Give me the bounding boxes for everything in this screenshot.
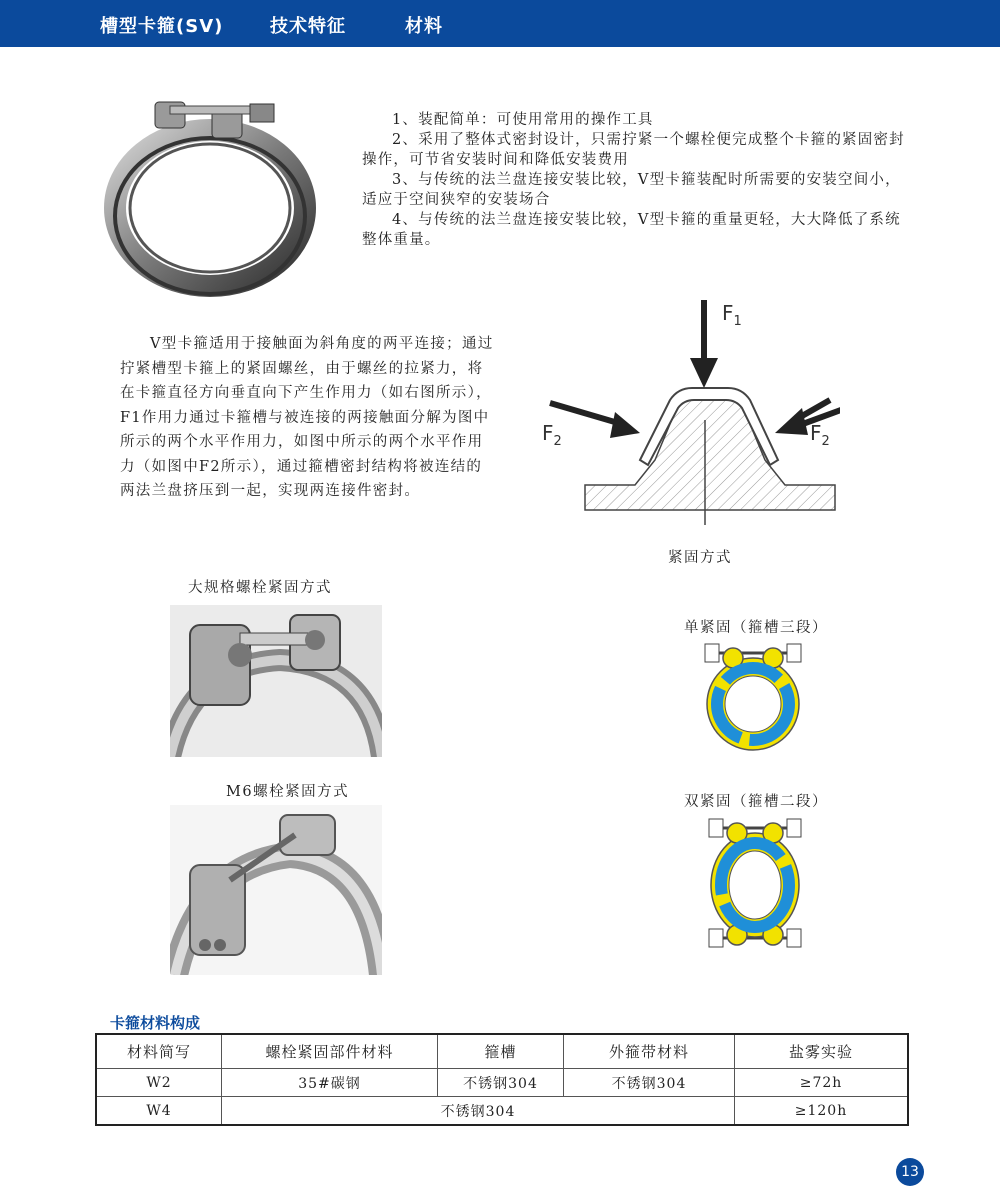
header-title: 槽型卡箍(SV) [100, 16, 224, 37]
description-paragraph: V型卡箍适用于接触面为斜角度的两平连接；通过拧紧槽型卡箍上的紧固螺丝，由于螺丝的拉紧力，将在卡箍直径方向垂直向下产生作用力（如右图所示），F1作用力通过卡箍槽与被连接的两接触面分解为图中所示的两个水平作用力，如图中所示的两个水平作用力（如图中F2所示），通过箍槽密封结构将被连结的两法兰盘挤压到一起，实现两连接件密封。 [120, 336, 494, 499]
f1-subscript: 1 [733, 314, 742, 329]
table-row [96, 1069, 908, 1097]
materials-title: 卡箍材料构成 [110, 1014, 201, 1032]
table-header-cell: 螺栓紧固部件材料 [222, 1034, 438, 1069]
header-bar [0, 0, 1000, 47]
v-clamp-image [100, 88, 320, 303]
table-row [96, 1097, 908, 1126]
table-cell: ≥72h [735, 1069, 909, 1097]
force-diagram [530, 290, 840, 530]
table-cell: 不锈钢304 [438, 1069, 564, 1097]
table-header-cell: 箍槽 [438, 1034, 564, 1069]
f2-left-subscript: 2 [553, 434, 562, 449]
single-fastening-label: 单紧固（箍槽三段） [684, 620, 828, 636]
table-cell: W2 [96, 1069, 222, 1097]
table-cell: ≥120h [735, 1097, 909, 1126]
table-header-cell: 盐雾实验 [735, 1034, 909, 1069]
f2-left-label: F [542, 421, 554, 445]
large-bolt-label: 大规格螺栓紧固方式 [188, 580, 332, 596]
large-bolt-image [170, 605, 382, 757]
header-tech-features: 技术特征 [270, 16, 346, 37]
page-number: 13 [896, 1158, 924, 1186]
table-cell: 不锈钢304 [564, 1069, 735, 1097]
table-header-row [96, 1034, 908, 1069]
header-materials: 材料 [405, 16, 443, 37]
feature-2: 2、采用了整体式密封设计，只需拧紧一个螺栓便完成整个卡箍的紧固密封操作，可节省安装时间和降低安装费用 [362, 132, 905, 168]
svg-text:F2 [810, 421, 830, 449]
svg-text:F1 [722, 301, 742, 329]
materials-table [95, 1033, 909, 1126]
feature-3: 3、与传统的法兰盘连接安装比较，V型卡箍装配时所需要的安装空间小，适应于空间狭窄的安装场合 [362, 172, 901, 208]
table-cell: 不锈钢304 [222, 1097, 735, 1126]
f1-label: F [722, 301, 734, 325]
feature-1: 1、装配简单：可使用常用的操作工具 [392, 112, 654, 128]
single-fastening-diagram [703, 642, 803, 754]
f2-right-subscript: 2 [821, 434, 830, 449]
table-cell: W4 [96, 1097, 222, 1126]
double-fastening-label: 双紧固（箍槽二段） [684, 794, 828, 810]
m6-bolt-label: M6螺栓紧固方式 [226, 784, 350, 800]
table-header-cell: 材料简写 [96, 1034, 222, 1069]
feature-4: 4、与传统的法兰盘连接安装比较，V型卡箍的重量更轻，大大降低了系统整体重量。 [362, 212, 901, 248]
table-header-cell: 外箍带材料 [564, 1034, 735, 1069]
svg-text:F2 [542, 421, 562, 449]
features-block [362, 110, 912, 250]
double-fastening-diagram [707, 815, 802, 955]
diagram-caption: 紧固方式 [668, 550, 732, 566]
f2-right-label: F [810, 421, 822, 445]
table-cell: 35#碳钢 [222, 1069, 438, 1097]
m6-bolt-image [170, 805, 382, 975]
